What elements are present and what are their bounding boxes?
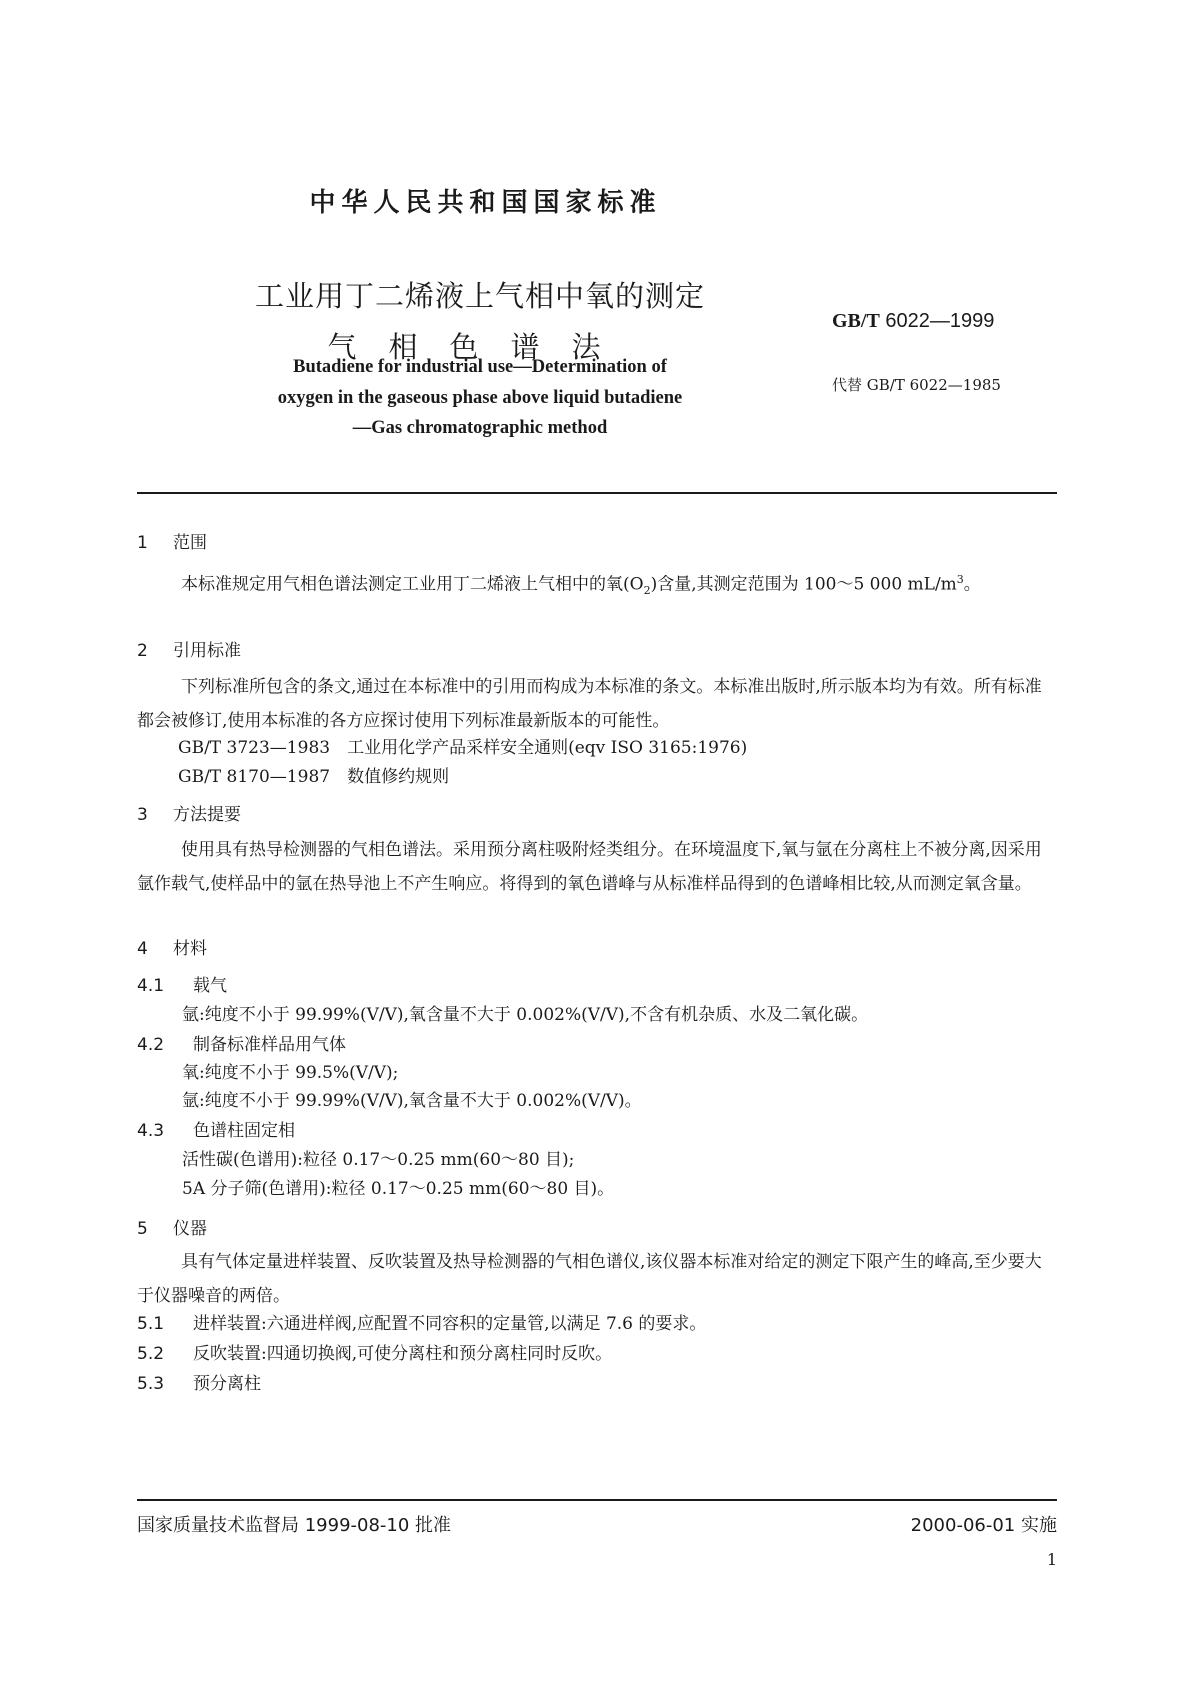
- english-title-line2: oxygen in the gaseous phase above liquid butadiene: [277, 388, 683, 408]
- subsection-5-3: 5.3 预分离柱: [137, 1374, 261, 1394]
- section-3-text: 使用具有热导检测器的气相色谱法。采用预分离柱吸附烃类组分。在环境温度下,氧与氩在分离柱上不被分离,因采用氩作载气,使样品中的氩在热导池上不产生响应。将得到的氧色谱峰与从标准样品得到的色谱峰相比较,从而测定氧含量。: [137, 840, 1042, 894]
- subsection-5-1: 5.1 进样装置:六通进样阀,应配置不同容积的定量管,以满足 7.6 的要求。: [137, 1314, 707, 1334]
- section-title: 范围: [173, 533, 207, 553]
- section-number: 2: [137, 641, 148, 661]
- replaces-standard: 代替 GB/T 6022—1985: [832, 376, 1001, 394]
- page-number: 1: [1046, 1550, 1057, 1569]
- section-3-heading: [137, 800, 241, 825]
- english-title-line1: Butadiene for industrial use—Determination of: [293, 357, 667, 377]
- subsection-4-1-line: 氩:纯度不小于 99.99%(V/V),氧含量不大于 0.002%(V/V),不含有机杂质、水及二氧化碳。: [182, 1005, 869, 1025]
- subsection-4-1-heading: 4.1 载气: [137, 976, 227, 996]
- effective-date: 2000-06-01 实施: [910, 1515, 1057, 1536]
- reference-item: GB/T 8170—1987 数值修约规则: [178, 767, 450, 787]
- section-title: 仪器: [173, 1219, 207, 1239]
- header-divider: [137, 492, 1057, 494]
- section-5-heading: [137, 1214, 207, 1239]
- standard-number: [832, 310, 994, 333]
- standard-title-line2: 气相色谱法: [327, 330, 633, 364]
- section-number: 1: [137, 533, 148, 553]
- standard-title-line1: 工业用丁二烯液上气相中氧的测定: [254, 279, 705, 313]
- subsection-4-3-line: 5A 分子筛(色谱用):粒径 0.17～0.25 mm(60～80 目)。: [182, 1179, 615, 1199]
- section-1-heading: [137, 528, 207, 553]
- section-number: 4: [137, 939, 148, 959]
- section-title: 方法提要: [173, 805, 241, 825]
- subsection-4-2-line: 氩:纯度不小于 99.99%(V/V),氧含量不大于 0.002%(V/V)。: [182, 1091, 642, 1111]
- subsection-4-2-line: 氧:纯度不小于 99.5%(V/V);: [182, 1063, 399, 1083]
- reference-item: GB/T 3723—1983 工业用化学产品采样安全通则(eqv ISO 3165:1976): [178, 738, 748, 758]
- section-2-text: 下列标准所包含的条文,通过在本标准中的引用而构成为本标准的条文。本标准出版时,所示版本均为有效。所有标准都会被修订,使用本标准的各方应探讨使用下列标准最新版本的可能性。: [137, 677, 1042, 731]
- english-title-line3: —Gas chromatographic method: [352, 418, 608, 438]
- standard-number-prefix: GB/T: [832, 310, 880, 332]
- section-number: 3: [137, 805, 148, 825]
- subsection-5-2: 5.2 反吹装置:四通切换阀,可使分离柱和预分离柱同时反吹。: [137, 1344, 613, 1364]
- standard-number-value: 6022—1999: [885, 310, 995, 332]
- approval-info: 国家质量技术监督局 1999-08-10 批准: [137, 1515, 452, 1536]
- section-number: 5: [137, 1219, 148, 1239]
- section-1-text: 本标准规定用气相色谱法测定工业用丁二烯液上气相中的氧$(O_2)$含量,其测定范围为 100～5 000 $mL/m^3$。: [181, 573, 981, 598]
- subsection-4-2-heading: 4.2 制备标准样品用气体: [137, 1035, 346, 1055]
- section-title: 引用标准: [173, 641, 241, 661]
- section-5-text: 具有气体定量进样装置、反吹装置及热导检测器的气相色谱仪,该仪器本标准对给定的测定下限产生的峰高,至少要大于仪器噪音的两倍。: [137, 1252, 1042, 1306]
- section-4-heading: [137, 934, 207, 959]
- national-standard-title: 中华人民共和国国家标准: [309, 188, 662, 218]
- section-2-heading: [137, 636, 241, 661]
- subsection-4-3-line: 活性碳(色谱用):粒径 0.17～0.25 mm(60～80 目);: [182, 1150, 575, 1170]
- subsection-4-3-heading: 4.3 色谱柱固定相: [137, 1121, 295, 1141]
- section-title: 材料: [173, 939, 207, 959]
- footer-divider: [137, 1499, 1057, 1501]
